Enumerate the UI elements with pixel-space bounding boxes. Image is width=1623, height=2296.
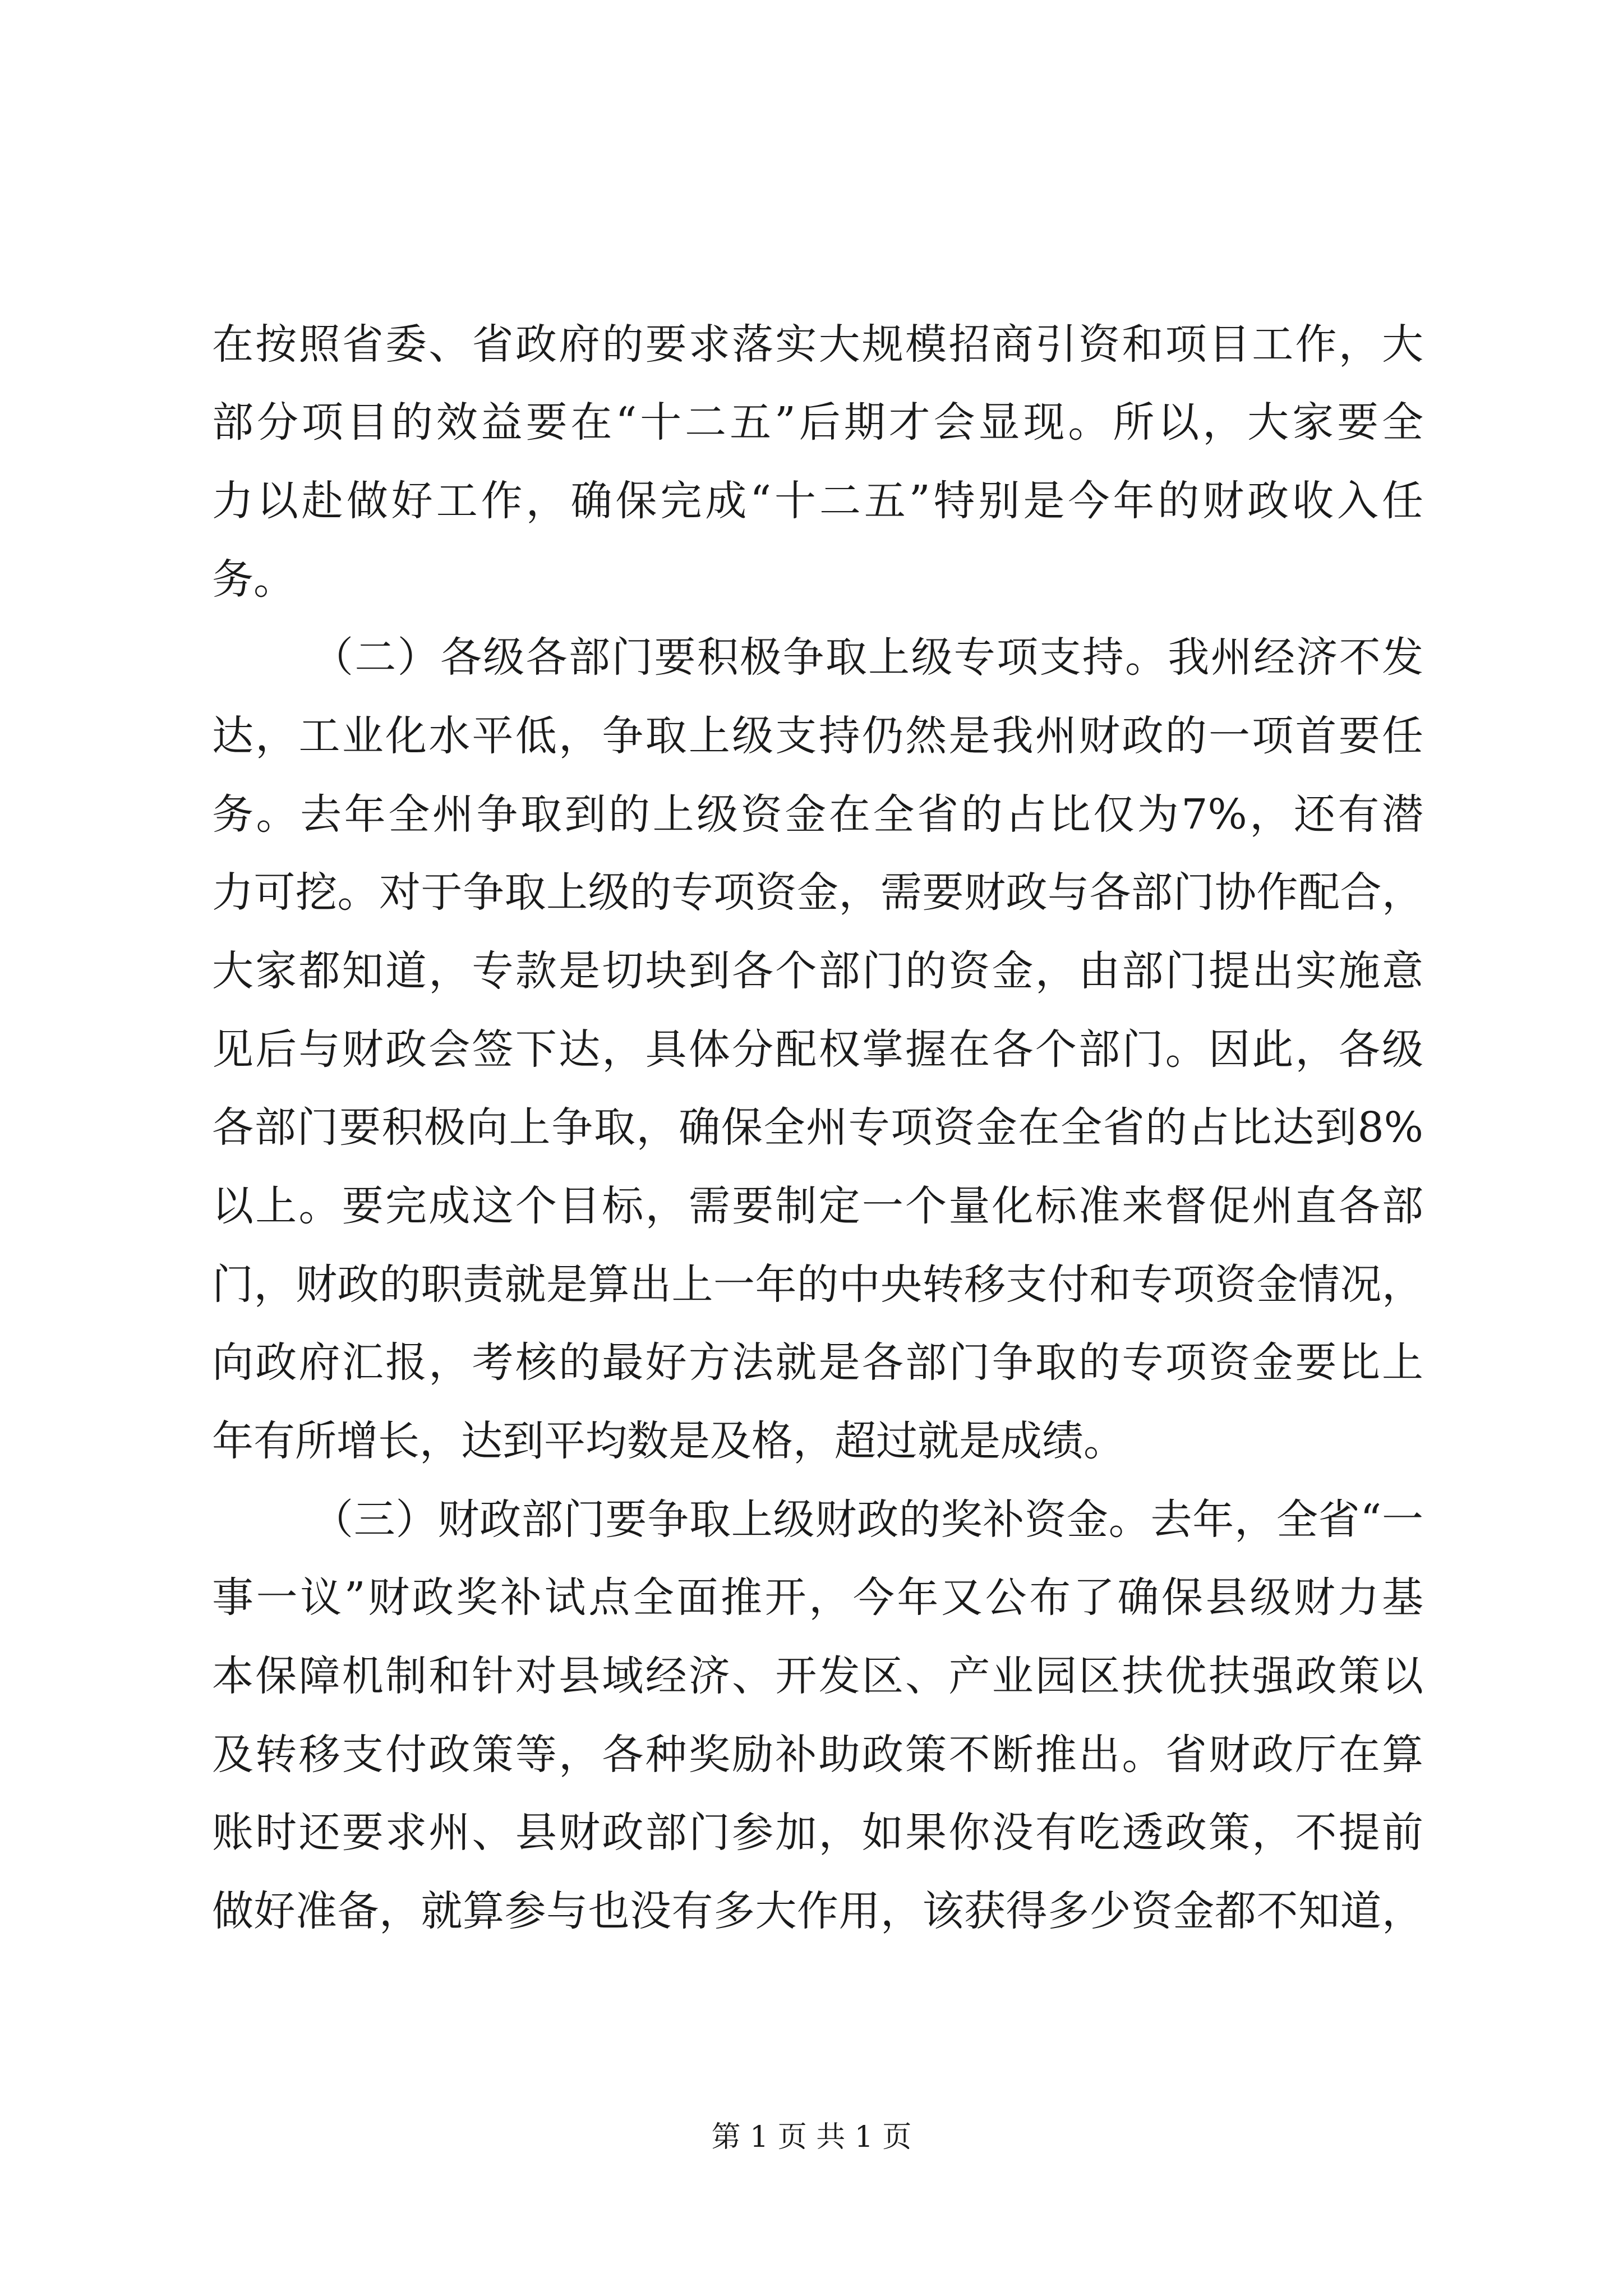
text-line-20: 账时还要求州、县财政部门参加，如果你没有吃透政策，不提前 [212,1809,1423,1857]
text-line-13: 门，财政的职责就是算出上一年的中央转移支付和专项资金情况， [212,1260,1423,1309]
text-line-17: 事一议”财政奖补试点全面推开，今年又公布了确保县级财力基 [212,1573,1423,1622]
text-line-8: 力可挖。对于争取上级的专项资金，需要财政与各部门协作配合， [212,868,1423,917]
text-line-16: （三）财政部门要争取上级财政的奖补资金。去年，全省“一 [312,1496,1423,1544]
text-line-2: 部分项目的效益要在“十二五”后期才会显现。所以，大家要全 [212,398,1423,447]
text-line-12: 以上。要完成这个目标，需要制定一个量化标准来督促州直各部 [212,1182,1423,1230]
text-line-10: 见后与财政会签下达，具体分配权掌握在各个部门。因此，各级 [212,1025,1423,1074]
text-line-5: （二）各级各部门要积极争取上级专项支持。我州经济不发 [312,633,1423,682]
text-line-15: 年有所增长，达到平均数是及格，超过就是成绩。 [212,1417,1125,1465]
text-line-11: 各部门要积极向上争取，确保全州专项资金在全省的占比达到8% [212,1103,1423,1152]
text-line-4: 务。 [212,555,295,604]
text-line-19: 及转移支付政策等，各种奖励补助政策不断推出。省财政厅在算 [212,1731,1423,1779]
text-line-21: 做好准备，就算参与也没有多大作用，该获得多少资金都不知道， [212,1887,1423,1935]
text-line-18: 本保障机制和针对县域经济、开发区、产业园区扶优扶强政策以 [212,1652,1423,1700]
text-line-3: 力以赴做好工作，确保完成“十二五”特别是今年的财政收入任 [212,477,1423,525]
text-line-9: 大家都知道，专款是切块到各个部门的资金，由部门提出实施意 [212,947,1423,995]
page-footer: 第 1 页 共 1 页 [711,2120,912,2154]
text-line-7: 务。去年全州争取到的上级资金在全省的占比仅为7%，还有潜 [212,790,1423,839]
text-line-6: 达，工业化水平低，争取上级支持仍然是我州财政的一项首要任 [212,712,1423,760]
text-line-14: 向政府汇报，考核的最好方法就是各部门争取的专项资金要比上 [212,1338,1423,1387]
text-line-1: 在按照省委、省政府的要求落实大规模招商引资和项目工作，大 [212,320,1423,369]
